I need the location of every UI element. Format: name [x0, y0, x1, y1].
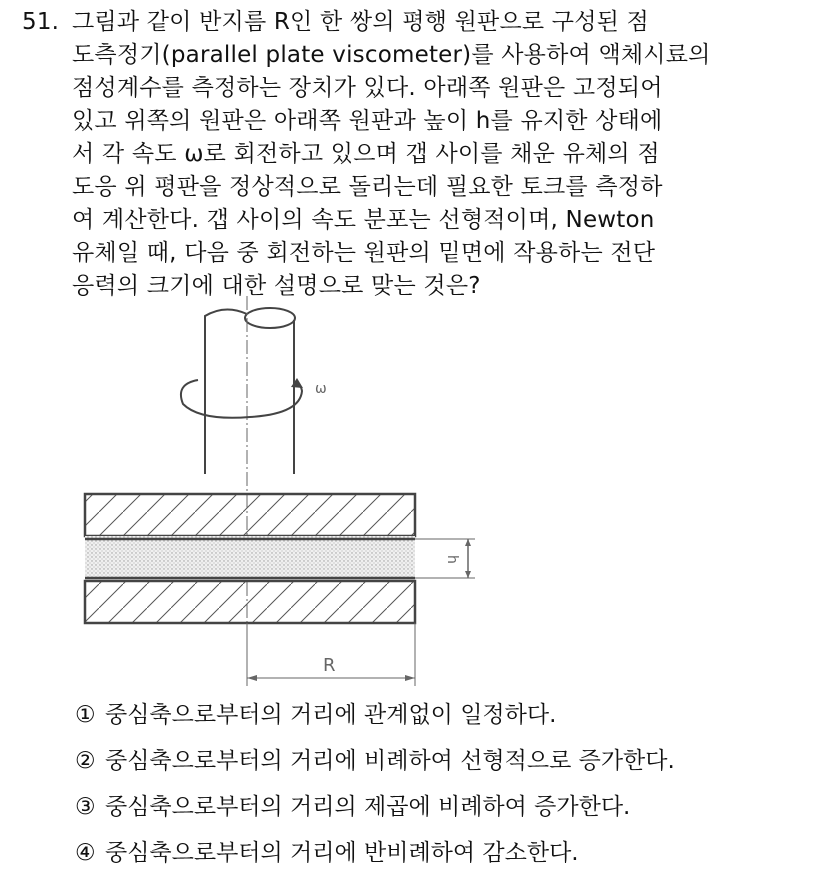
question-number: 51. — [22, 9, 60, 35]
radius-label: R — [323, 655, 336, 676]
option-marker: ① — [75, 702, 96, 728]
stem-line: 유체일 때, 다음 중 회전하는 원판의 밑면에 작용하는 전단 — [72, 240, 656, 266]
option-3[interactable] — [75, 792, 795, 822]
option-1[interactable] — [75, 700, 795, 730]
stem-line: 있고 위쪽의 원판은 아래쪽 원판과 높이 h를 유지한 상태에 — [72, 108, 663, 134]
option-4[interactable] — [75, 838, 795, 868]
omega-label: ω — [315, 381, 327, 397]
question-stem — [72, 6, 812, 303]
gap-h-label: h — [444, 555, 460, 564]
option-marker: ② — [75, 748, 96, 774]
stem-line: 여 계산한다. 갭 사이의 속도 분포는 선형적이며, Newton — [72, 207, 655, 233]
stem-line: 점성계수를 측정하는 장치가 있다. 아래쪽 원판은 고정되어 — [72, 75, 663, 101]
stem-line: 그림과 같이 반지름 R인 한 쌍의 평행 원판으로 구성된 점 — [72, 9, 649, 35]
lower-plate — [85, 581, 415, 623]
rotating-shaft — [205, 308, 295, 474]
rotation-arrow-icon — [181, 378, 303, 418]
option-marker: ③ — [75, 794, 96, 820]
stem-line: 응력의 크기에 대한 설명으로 맞는 것은? — [72, 273, 481, 299]
stem-line: 서 각 속도 ω로 회전하고 있으며 갭 사이를 채운 유체의 점 — [72, 141, 660, 167]
stem-line: 도응 위 평판을 정상적으로 돌리는데 필요한 토크를 측정하 — [72, 174, 663, 200]
fluid-gap — [85, 536, 415, 578]
option-text: 중심축으로부터의 거리에 반비례하여 감소한다. — [105, 840, 579, 866]
option-text: 중심축으로부터의 거리에 비례하여 선형적으로 증가한다. — [105, 748, 675, 774]
viscometer-diagram — [75, 296, 495, 696]
option-marker: ④ — [75, 840, 96, 866]
answer-options — [75, 700, 795, 884]
option-text: 중심축으로부터의 거리의 제곱에 비례하여 증가한다. — [105, 794, 631, 820]
stem-line: 도측정기(parallel plate viscometer)를 사용하여 액체시료의 — [72, 42, 711, 68]
option-text: 중심축으로부터의 거리에 관계없이 일정하다. — [105, 702, 557, 728]
option-2[interactable] — [75, 746, 795, 776]
upper-plate — [85, 494, 415, 536]
